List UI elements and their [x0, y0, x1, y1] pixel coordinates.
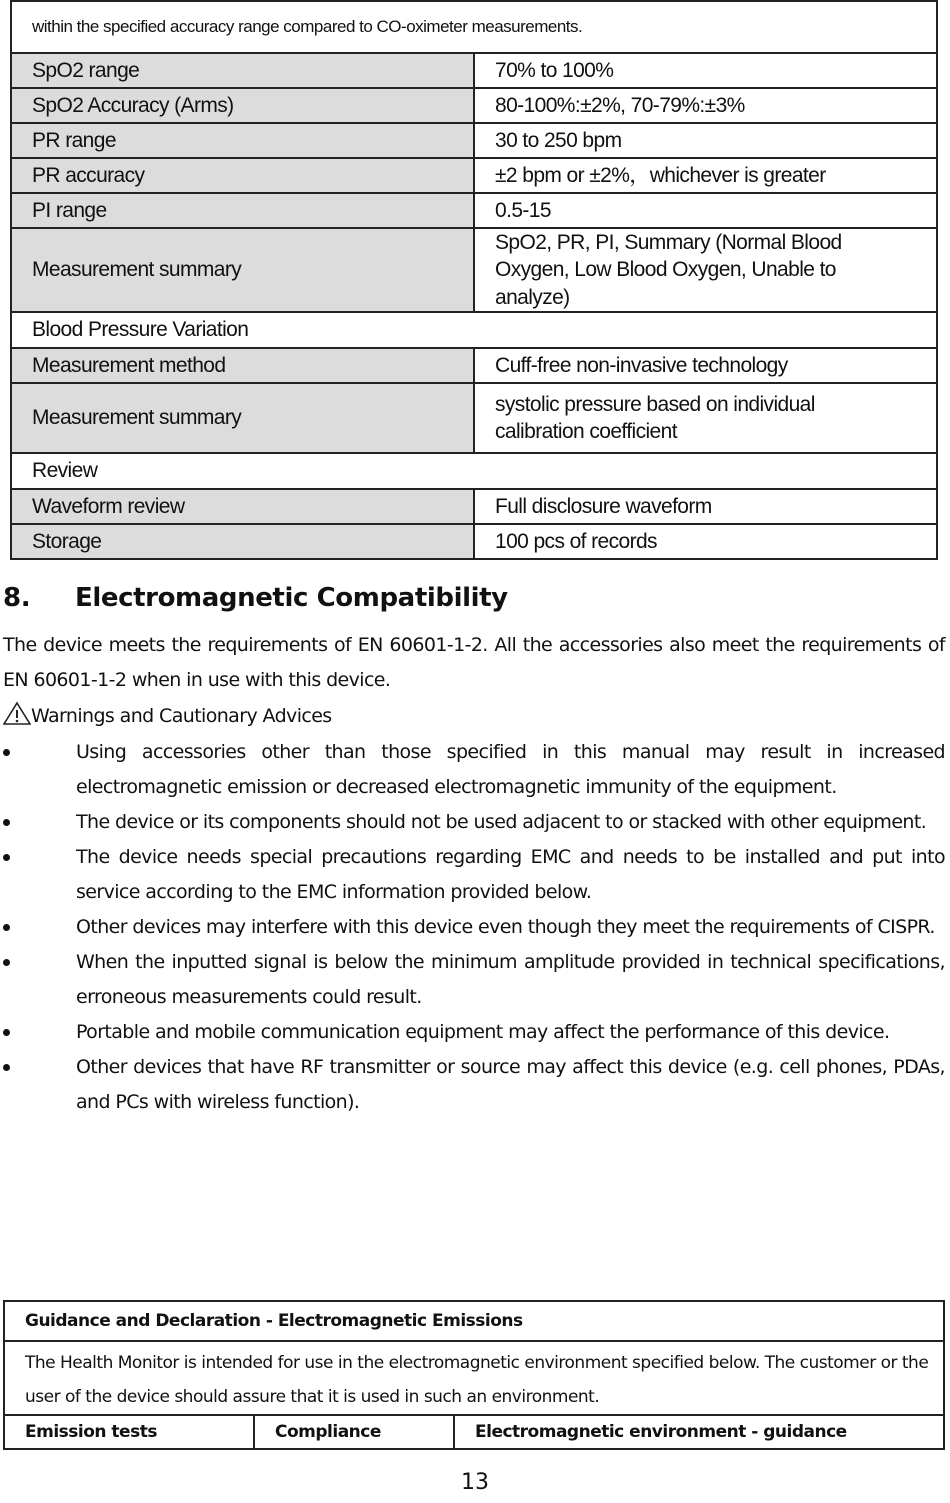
warnings-heading-text: Warnings and Cautionary Advices	[31, 705, 332, 727]
emissions-table-description: The Health Monitor is intended for use in the electromagnetic environment specified below. The customer or the user of the device should assure that it is used in such an environment.	[4, 1341, 944, 1415]
page-number: 13	[461, 1470, 489, 1495]
accuracy-note: within the specified accuracy range compared to CO-oximeter measurements.	[11, 1, 937, 53]
warnings-heading	[3, 699, 945, 734]
spec-label-measurement-method: Measurement method	[11, 348, 474, 383]
list-item: Other devices may interfere with this device even though they meet the requirements of CISPR.	[0, 910, 945, 945]
section-heading	[3, 583, 508, 613]
list-item: The device or its components should not be used adjacent to or stacked with other equipment.	[0, 805, 945, 840]
spec-label-waveform-review: Waveform review	[11, 489, 474, 524]
list-item: Portable and mobile communication equipment may affect the performance of this device.	[0, 1015, 945, 1050]
spec-label-storage: Storage	[11, 524, 474, 559]
spec-value-bp-summary: systolic pressure based on individual calibration coefficient	[474, 383, 937, 453]
spec-value-waveform-review: Full disclosure waveform	[474, 489, 937, 524]
spec-label-measurement-summary: Measurement summary	[11, 228, 474, 312]
spec-label-spo2-range: SpO2 range	[11, 53, 474, 88]
bullet-icon	[3, 1029, 10, 1036]
spec-value-pi-range: 0.5-15	[474, 193, 937, 228]
spec-value-pr-range: 30 to 250 bpm	[474, 123, 937, 158]
spec-value-spo2-range: 70% to 100%	[474, 53, 937, 88]
column-header-compliance: Compliance	[254, 1415, 454, 1449]
spec-label-pr-range: PR range	[11, 123, 474, 158]
list-item: The device needs special precautions regarding EMC and needs to be installed and put into service according to the EMC information provided below.	[0, 840, 945, 910]
spec-label-bp-summary: Measurement summary	[11, 383, 474, 453]
bullet-icon	[3, 854, 10, 861]
intro-paragraph: The device meets the requirements of EN 60601-1-2. All the accessories also meet the requirements of EN 60601-1-2 when in use with this device.	[3, 634, 945, 691]
bullet-icon	[3, 924, 10, 931]
spec-value-storage: 100 pcs of records	[474, 524, 937, 559]
warning-triangle-icon	[3, 701, 31, 725]
bullet-icon	[3, 749, 10, 756]
warnings-list	[0, 735, 945, 1120]
spec-label-pi-range: PI range	[11, 193, 474, 228]
spec-label-spo2-accuracy: SpO2 Accuracy (Arms)	[11, 88, 474, 123]
list-item: When the inputted signal is below the minimum amplitude provided in technical specifications, erroneous measurements could result.	[0, 945, 945, 1015]
section-number: 8.	[3, 583, 31, 613]
emissions-table-title: Guidance and Declaration - Electromagnetic Emissions	[4, 1301, 944, 1341]
spec-value-spo2-accuracy: 80-100%:±2%, 70-79%:±3%	[474, 88, 937, 123]
bullet-icon	[3, 1064, 10, 1071]
spec-value-measurement-summary: SpO2, PR, PI, Summary (Normal Blood Oxygen, Low Blood Oxygen, Unable to analyze)	[474, 228, 937, 312]
bullet-icon	[3, 819, 10, 826]
column-header-guidance: Electromagnetic environment - guidance	[454, 1415, 944, 1449]
spec-value-measurement-method: Cuff-free non-invasive technology	[474, 348, 937, 383]
section-row-blood-pressure: Blood Pressure Variation	[11, 312, 937, 348]
column-header-emission-tests: Emission tests	[4, 1415, 254, 1449]
list-item: Using accessories other than those specified in this manual may result in increased electromagnetic emission or decreased electromagnetic immunity of the equipment.	[0, 735, 945, 805]
bullet-icon	[3, 959, 10, 966]
section-title-text: Electromagnetic Compatibility	[75, 583, 508, 613]
spec-value-pr-accuracy: ±2 bpm or ±2%，whichever is greater	[474, 158, 937, 193]
specification-table	[10, 0, 938, 560]
spec-label-pr-accuracy: PR accuracy	[11, 158, 474, 193]
emissions-table	[3, 1300, 945, 1450]
list-item: Other devices that have RF transmitter or source may affect this device (e.g. cell phones, PDAs, and PCs with wireless function).	[0, 1050, 945, 1120]
section-row-review: Review	[11, 453, 937, 489]
